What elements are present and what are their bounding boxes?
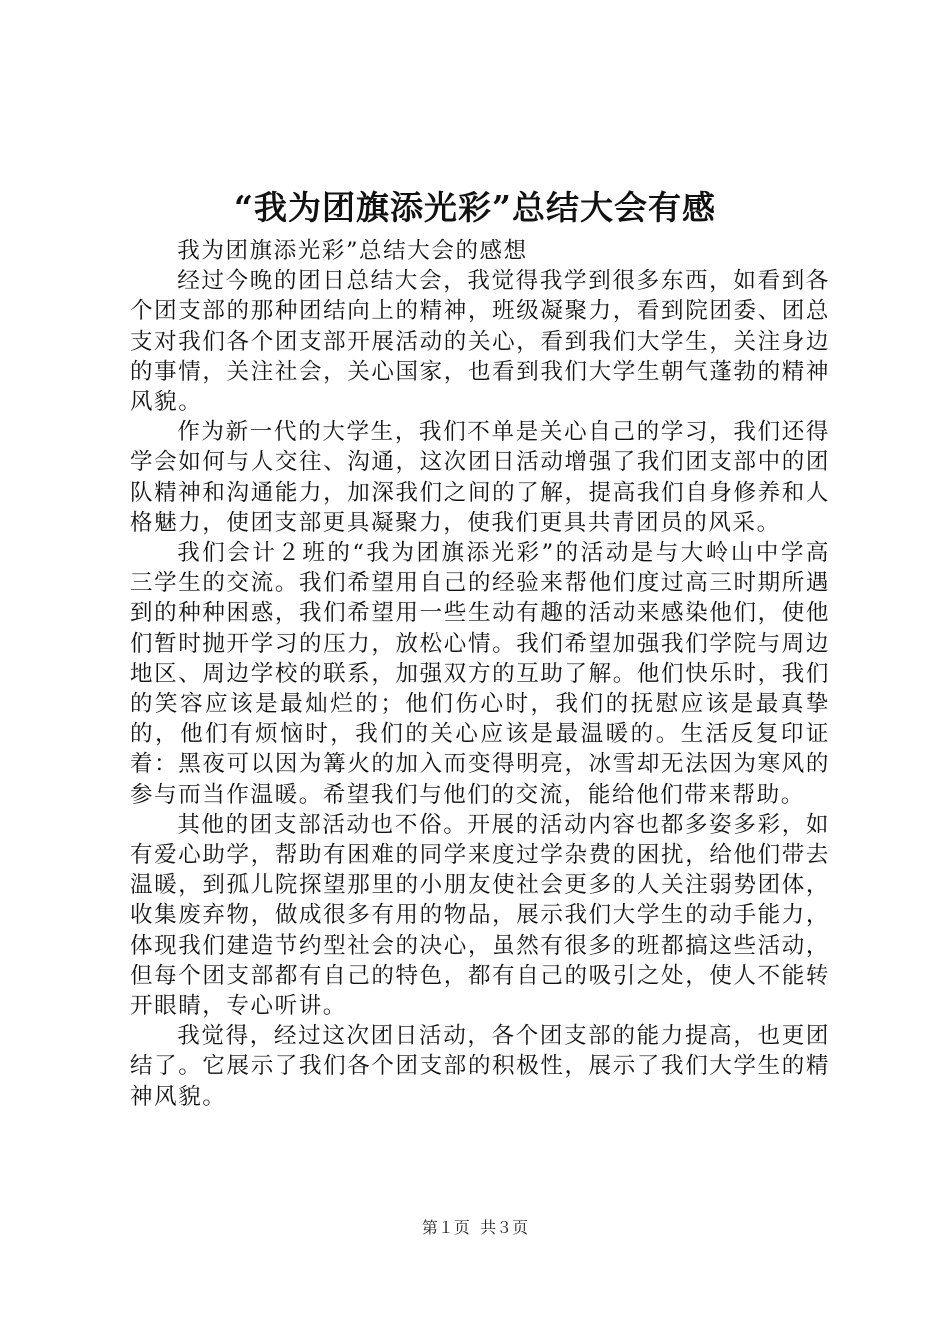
paragraph: 经过今晚的团日总结大会，我觉得我学到很多东西，如看到各个团支部的那种团结向上的精神，班级凝聚力，看到院团委、团总支对我们各个团支部开展活动的关心，看到我们大学生，关注身边的事情，关注社会，关心国家，也看到我们大学生朝气蓬勃的精神风貌。 xyxy=(130,268,830,416)
paragraph: 我们会计２班的“我为团旗添光彩”的活动是与大岭山中学高三学生的交流。我们希望用自己的经验来帮他们度过高三时期所遇到的种种困惑，我们希望用一些生动有趣的活动来感染他们，使他们暂时抛开学习的压力，放松心情。我们希望加强我们学院与周边地区、周边学校的联系，加强双方的互助了解。他们快乐时，我们的笑容应该是最灿烂的；他们伤心时，我们的抚慰应该是最真挚的，他们有烦恼时，我们的关心应该是最温暖的。生活反复印证着：黑夜可以因为篝火的加入而变得明亮，冰雪却无法因为寒风的参与而当作温暖。希望我们与他们的交流，能给他们带来帮助。 xyxy=(130,540,830,808)
page-footer xyxy=(0,1216,950,1240)
paragraph-subtitle: 我为团旗添光彩”总结大会的感想 xyxy=(177,238,528,264)
document-body xyxy=(130,236,830,1112)
page-number: 第１页 共３页 xyxy=(421,1218,529,1237)
paragraph: 我觉得，经过这次团日活动，各个团支部的能力提高，也更团结了。它展示了我们各个团支部的积极性，展示了我们大学生的精神风貌。 xyxy=(130,1023,830,1110)
paragraph: 其他的团支部活动也不俗。开展的活动内容也都多姿多彩，如有爱心助学，帮助有困难的同学来度过学杂费的困扰，给他们带去温暖，到孤儿院探望那里的小朋友使社会更多的人关注弱势团体，收集废弃物，做成很多有用的物品，展示我们大学生的动手能力，体现我们建造节约型社会的决心，虽然有很多的班都搞这些活动，但每个团支部都有自己的特色，都有自己的吸引之处，使人不能转开眼睛，专心听讲。 xyxy=(130,811,830,1020)
document-title: “我为团旗添光彩”总结大会有感 xyxy=(234,188,716,227)
paragraph: 作为新一代的大学生，我们不单是关心自己的学习，我们还得学会如何与人交往、沟通，这次团日活动增强了我们团支部中的团队精神和沟通能力，加深我们之间的了解，提高我们自身修养和人格魅力，使团支部更具凝聚力，使我们更具共青团员的风采。 xyxy=(130,419,830,536)
